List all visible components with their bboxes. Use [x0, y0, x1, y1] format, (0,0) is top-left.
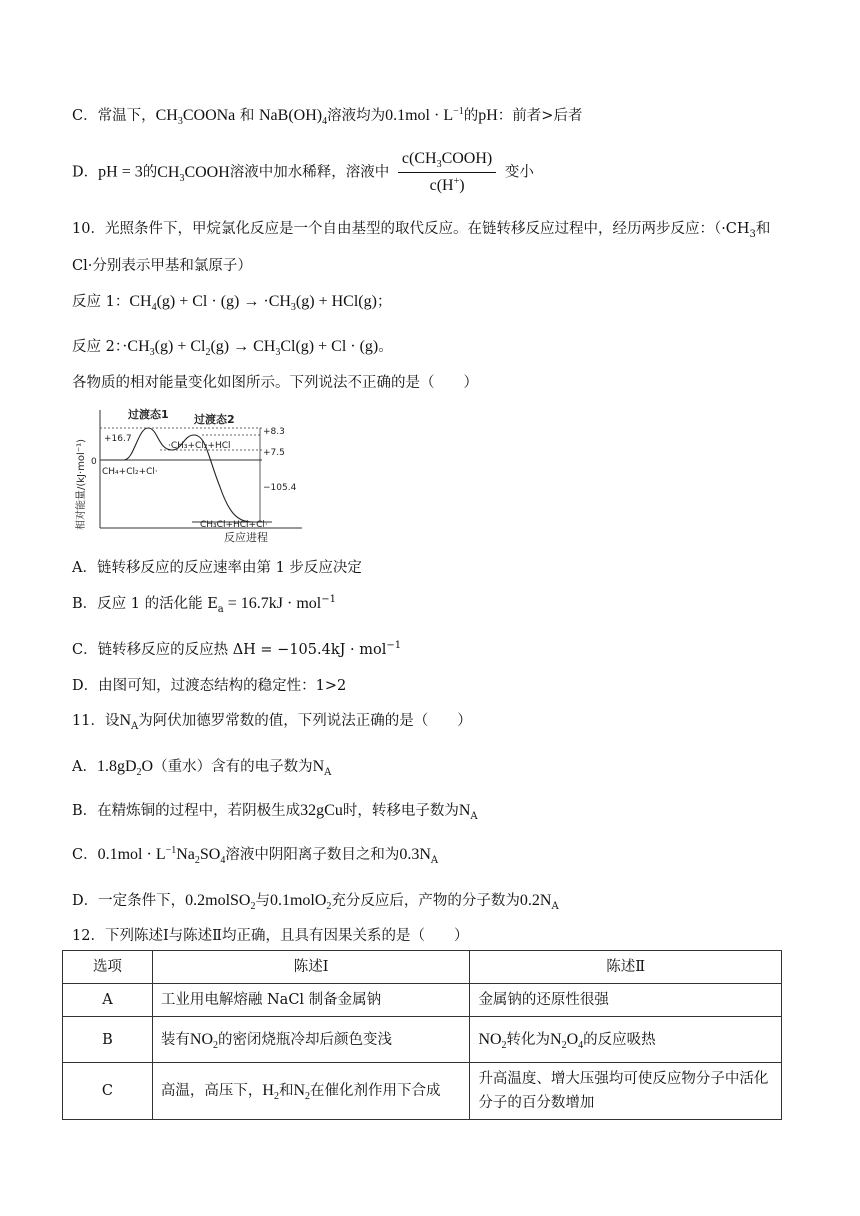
- start-species-label: CH₄+Cl₂+Cl·: [102, 467, 158, 477]
- q12-table: [62, 950, 782, 1120]
- q9-option-d: D．pH = 3的$CH_3COOH$溶液中加水稀释，溶液中 $\frac{c(CH_3COOH)}{c(H^+)}$ 变小: [72, 148, 534, 197]
- energy-profile-chart: [72, 402, 312, 544]
- table-row: [63, 984, 782, 1017]
- reaction-1: 反应 1：$CH_4(g) + Cl \cdot (g) \to \cdot CH_3(g) + HCl(g)$；: [72, 293, 392, 313]
- row-b-statement-2: $NO_2$转化为$N_2O_4$的反应吸热: [470, 1017, 782, 1063]
- header-statement-1: 陈述Ⅰ: [152, 951, 470, 984]
- row-c-statement-2: 升高温度、增大压强均可使反应物分子中活化分子的百分数增加: [470, 1063, 782, 1120]
- concentration-ratio: $\frac{c(CH_3COOH)}{c(H^+)}$: [398, 148, 496, 197]
- table-row: [63, 1017, 782, 1063]
- diff-105-4: −105.4: [263, 483, 297, 493]
- ts1-label: 过渡态1: [128, 408, 169, 421]
- product-label: CH₃Cl+HCl+Cl·: [200, 520, 268, 530]
- reaction-2: 反应 2：$\cdot CH_3(g) + Cl_2(g) \to CH_3Cl(g) + Cl \cdot (g)$。: [72, 338, 393, 358]
- q11-option-b: B．在精炼铜的过程中，若阴极生成32gCu时，转移电子数为$N_A$: [72, 802, 478, 822]
- header-statement-2: 陈述Ⅱ: [470, 951, 782, 984]
- row-a-statement-1: 工业用电解熔融 NaCl 制备金属钠: [152, 984, 470, 1017]
- row-c-option: C: [63, 1063, 153, 1120]
- q11-option-a: A．$1.8gD_2O$（重水）含有的电子数为$N_A$: [72, 758, 332, 778]
- y-axis-label: 相对能量/(kJ·mol⁻¹): [76, 438, 87, 530]
- row-a-option: A: [63, 984, 153, 1017]
- table-row: [63, 1063, 782, 1120]
- q10-option-d: D．由图可知，过渡态结构的稳定性：1>2: [72, 678, 347, 694]
- q11-option-c: C．$0.1mol \cdot L^{-1}Na_2SO_4$溶液中阴阳离子数目之和为$0.3N_A$: [72, 845, 439, 866]
- q10-option-b: B．反应 1 的活化能 $E_a = 16.7kJ \cdot mol^{-1}$: [72, 594, 336, 615]
- row-b-option: B: [63, 1017, 153, 1063]
- intermediate-label: ·CH₃+Cl₂+HCl: [168, 441, 231, 451]
- q12-stem: 12．下列陈述Ⅰ与陈述Ⅱ均正确，且具有因果关系的是（ ）: [72, 928, 469, 944]
- table-header-row: [63, 951, 782, 984]
- q10-stem-line1: 10．光照条件下，甲烷氯化反应是一个自由基型的取代反应。在链转移反应过程中，经历两步反应：（$\cdot CH_3$和: [72, 221, 771, 240]
- q11-option-d: D．一定条件下，0.2molSO$_2$与0.1molO$_2$充分反应后，产物的分子数为$0.2N_A$: [72, 892, 559, 912]
- y-tick-0: 0: [91, 457, 97, 467]
- q11-stem: 11．设$N_A$为阿伏加德罗常数的值，下列说法正确的是（ ）: [72, 712, 472, 732]
- header-option: 选项: [63, 951, 153, 984]
- q9-option-c: C．常温下，$CH_3COONa$ 和 $NaB(OH)_4$溶液均为$0.1mol \cdot L^{-1}$的pH：前者>后者: [72, 106, 583, 127]
- q10-question: 各物质的相对能量变化如图所示。下列说法不正确的是（ ）: [72, 375, 478, 391]
- q10-option-c: C．链转移反应的反应热 ΔH = −105.4kJ · mol$^{-1}$: [72, 640, 402, 658]
- q10-option-a: A．链转移反应的反应速率由第 1 步反应决定: [72, 560, 362, 576]
- diff-8-3: +8.3: [263, 427, 285, 437]
- q10-stem-line2: Cl·分别表示甲基和氯原子）: [72, 258, 252, 274]
- ts2-label: 过渡态2: [194, 413, 235, 426]
- row-b-statement-1: 装有$NO_2$的密闭烧瓶冷却后颜色变浅: [152, 1017, 470, 1063]
- row-c-statement-1: 高温，高压下，$H_2$和$N_2$在催化剂作用下合成: [152, 1063, 470, 1120]
- diff-7-5: +7.5: [263, 448, 285, 458]
- row-a-statement-2: 金属钠的还原性很强: [470, 984, 782, 1017]
- x-axis-label: 反应进程: [224, 531, 268, 544]
- y-tick-16-7: +16.7: [104, 434, 132, 444]
